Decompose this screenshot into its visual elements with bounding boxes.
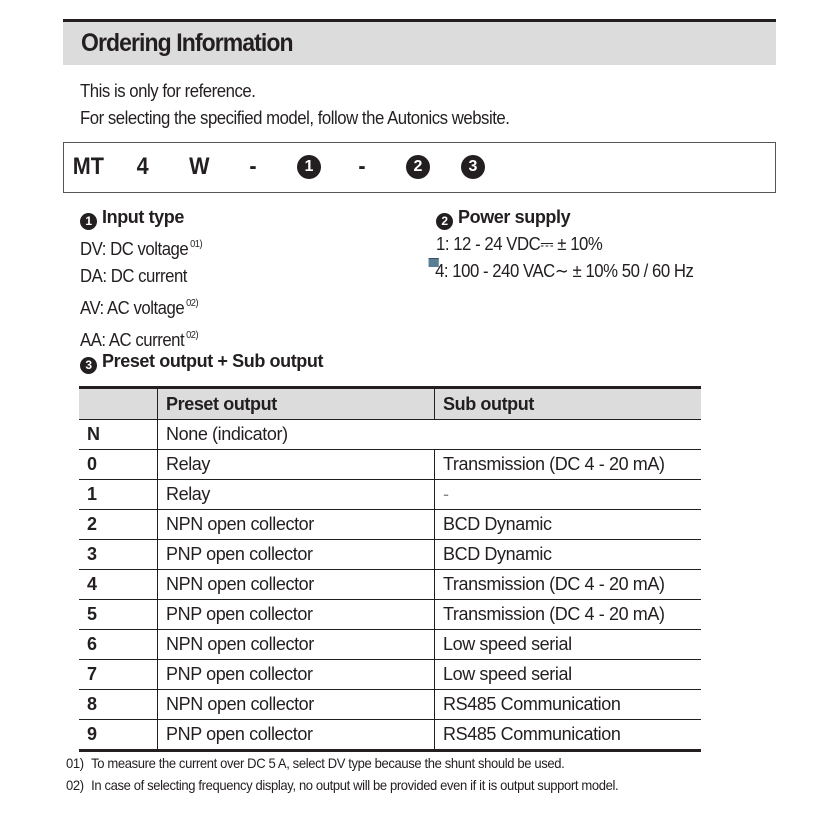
power-supply-number-icon: 2 — [406, 155, 430, 179]
section-title: Ordering Information — [81, 29, 293, 57]
table-row — [79, 720, 701, 751]
sub-output-cell: RS485 Communication — [435, 690, 702, 720]
model-digits: 4 — [136, 153, 149, 180]
footnote: 02) In case of selecting frequency display, no output will be provided even if it is output support model. — [66, 777, 619, 793]
model-prefix: MT — [72, 153, 104, 180]
row-code: 4 — [79, 570, 158, 600]
preset-output-cell: NPN open collector — [158, 690, 435, 720]
power-supply-title: Power supply — [458, 207, 571, 227]
sub-output-cell: Transmission (DC 4 - 20 mA) — [435, 570, 702, 600]
preset-output-cell: Relay — [158, 450, 435, 480]
preset-output-cell: PNP open collector — [158, 540, 435, 570]
preset-output-cell: NPN open collector — [158, 630, 435, 660]
output-title: Preset output + Sub output — [102, 351, 324, 371]
model-separator: - — [358, 153, 366, 180]
input-type-title: Input type — [102, 207, 184, 227]
sub-output-cell: Transmission (DC 4 - 20 mA) — [435, 600, 702, 630]
table-row — [79, 480, 701, 510]
sub-output-cell: - — [435, 480, 702, 510]
sub-output-cell: BCD Dynamic — [435, 510, 702, 540]
power-supply-list — [436, 231, 713, 285]
preset-output-cell: None (indicator) — [158, 420, 435, 450]
sub-output-cell — [435, 420, 702, 450]
preset-output-cell: PNP open collector — [158, 600, 435, 630]
input-type-list — [80, 231, 211, 354]
table-row — [79, 660, 701, 690]
intro-text — [80, 78, 542, 132]
input-type-item: DV: DC voltage $^{01)}$ — [80, 239, 203, 259]
power-supply-item: 4: 100 - 240 VAC∼ ± 10% 50 / 60 Hz — [436, 258, 693, 285]
model-code-box — [63, 142, 776, 193]
column-header-code — [79, 388, 158, 420]
model-size: W — [189, 153, 210, 180]
table-row — [79, 630, 701, 660]
preset-output-cell: Relay — [158, 480, 435, 510]
row-code: 8 — [79, 690, 158, 720]
output-table — [79, 386, 701, 752]
sub-output-cell: BCD Dynamic — [435, 540, 702, 570]
row-code: 6 — [79, 630, 158, 660]
input-type-heading — [80, 207, 184, 230]
section-header — [63, 19, 776, 65]
input-type-number-icon: 1 — [297, 155, 321, 179]
table-row — [79, 600, 701, 630]
number-3-icon: 3 — [80, 357, 97, 374]
intro-line: This is only for reference. — [80, 81, 256, 101]
row-code: 5 — [79, 600, 158, 630]
column-header-preset: Preset output — [158, 388, 435, 420]
row-code: 0 — [79, 450, 158, 480]
table-row — [79, 450, 701, 480]
sub-output-cell: Low speed serial — [435, 630, 702, 660]
table-row — [79, 420, 701, 450]
footnotes — [66, 752, 660, 796]
intro-line: For selecting the specified model, follow the Autonics website. — [80, 108, 510, 128]
row-code: 3 — [79, 540, 158, 570]
footnote-ref: 02) — [186, 330, 199, 341]
preset-output-cell: NPN open collector — [158, 510, 435, 540]
number-2-icon: 2 — [436, 213, 453, 230]
table-header-row — [79, 388, 701, 420]
preset-output-cell: NPN open collector — [158, 570, 435, 600]
model-separator: - — [249, 153, 257, 180]
table-row — [79, 570, 701, 600]
row-code: 7 — [79, 660, 158, 690]
footnote-ref: 01) — [190, 239, 203, 250]
output-number-icon: 3 — [461, 155, 485, 179]
sub-output-cell: RS485 Communication — [435, 720, 702, 751]
input-type-item: DA: DC current — [80, 266, 187, 286]
power-supply-item: 1: 12 - 24 VDC⎓ ± 10% — [436, 234, 603, 254]
output-heading — [80, 351, 323, 374]
footnote-ref: 02) — [186, 298, 199, 309]
preset-output-cell: PNP open collector — [158, 660, 435, 690]
row-code: 9 — [87, 724, 97, 744]
table-row — [79, 540, 701, 570]
power-supply-heading — [436, 207, 570, 230]
sub-output-cell: Transmission (DC 4 - 20 mA) — [435, 450, 702, 480]
sub-output-cell: Low speed serial — [435, 660, 702, 690]
input-type-item: AV: AC voltage $^{02)}$ — [80, 298, 199, 318]
row-code: N — [79, 420, 158, 450]
table-row — [79, 690, 701, 720]
row-code: 1 — [79, 480, 158, 510]
number-1-icon: 1 — [80, 213, 97, 230]
preset-output-cell: PNP open collector — [158, 720, 435, 751]
row-code: 2 — [79, 510, 158, 540]
footnote: 01) To measure the current over DC 5 A, select DV type because the shunt should be used. — [66, 755, 565, 771]
table-row — [79, 510, 701, 540]
column-header-sub: Sub output — [435, 388, 702, 420]
input-type-item: AA: AC current $^{02)}$ — [80, 330, 199, 350]
